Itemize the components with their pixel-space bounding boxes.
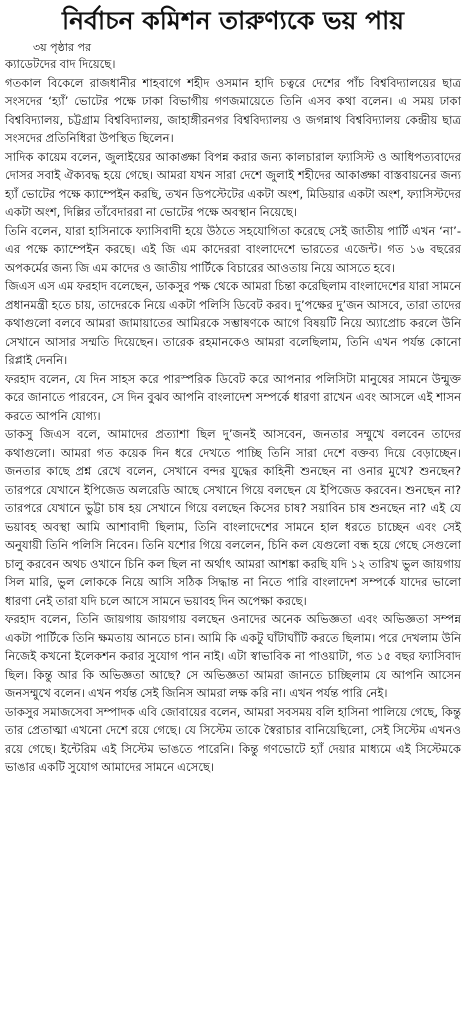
paragraph: তিনি বলেন, যারা হাসিনাকে ফ্যাসিবাদী হয়ে উঠতে সহযোগিতা করেছে সেই জাতীয় পার্টি এখন ‘না’-এর পক্ষে ক্যাম্পেইন করছে। এই জি এম কাদেররা বাংলাদেশে ভারতের এজেন্ট। গত ১৬ বছরের অপকর্মের জন্য জি এম কাদের ও জাতীয় পার্টিকে বিচারের আওতায় নিয়ে আসতে হবে। [5,223,461,275]
paragraph: জিএস এস এম ফরহাদ বলেছেন, ডাকসুর পক্ষ থেকে আমরা চিন্তা করেছিলাম বাংলাদেশের যারা সামনে প্রধানমন্ত্রী হতে চায়, তাদেরকে নিয়ে একটা পলিসি ডিবেট করব। দু’পক্ষের দু’জন আসবে, তারা তাদের কথাগুলো বলবে আমরা জামায়াতের আমিরকে সম্ভাষণকে আগে বিষয়টি নিয়ে অ্যাপ্রোচ করলে উনি সেখানে আসার সম্মতি দিয়েছেন। তারেক রহমানকেও আমরা বলেছিলাম, তিনি এখন পর্যন্ত কোনো রিপ্লাই দেননি। [5,279,461,367]
paragraph: ফরহাদ বলেন, যে দিন সাহস করে পারস্পরিক ডিবেট করে আপনার পলিসিটা মানুষের সামনে উন্মুক্ত করে জানাতে পারবেন, সে দিন বুঝব আপনি বাংলাদেশ সম্পর্কে ধারণা রাখেন এবং আসলে এই শাসন করতে আপনি যোগ্য। [5,371,461,423]
article-body [5,55,461,777]
paragraph: গতকাল বিকেলে রাজধানীর শাহবাগে শহীদ ওসমান হাদি চত্বরে দেশের পাঁচ বিশ্ববিদ্যালয়ের ছাত্র সংসদের ‘হ্যাঁ’ ভোটের পক্ষে ঢাকা বিভাগীয় গণজমায়েতে তিনি এসব কথা বলেন। এ সময় ঢাকা বিশ্ববিদ্যালয়, চট্টগ্রাম বিশ্ববিদ্যালয়, জাহাঙ্গীরনগর বিশ্ববিদ্যালয় ও জগন্নাথ বিশ্ববিদ্যালয় কেন্দ্রীয় ছাত্র সংসদের প্রতিনিধিরা উপস্থিত ছিলেন। [5,75,461,145]
paragraph: ডাকসুর সমাজসেবা সম্পাদক এবি জোবায়ের বলেন, আমরা সবসময় বলি হাসিনা পালিয়ে গেছে, কিন্তু তার প্রেতাত্মা এখনো দেশে রয়ে গেছে। যে সিস্টেম তাকে স্বৈরাচার বানিয়েছিলো, সেই সিস্টেম এখনও রয়ে গেছে। ইন্টেরিম এই সিস্টেম ভাঙতে পারেনি। কিন্তু গণভোটে হ্যাঁ দেয়ার মাধ্যমে এই সিস্টেমকে ভাঙার একটি সুযোগ আমাদের সামনে এসেছে। [5,704,461,774]
headline: নির্বাচন কমিশন তারুণ্যকে ভয় পায় [61,6,405,35]
paragraph: ক্যাডেটদের বাদ দিয়েছে। [5,57,116,71]
paragraph: সাদিক কায়েম বলেন, জুলাইয়ের আকাঙ্ক্ষা বিপন্ন করার জন্য কালচারাল ফ্যাসিস্ট ও আধিপত্যবাদের দোসর সবাই ঐক্যবদ্ধ হয়ে গেছে। আমরা যখন সারা দেশে জুলাই শহীদের আকাঙ্ক্ষা বাস্তবায়নের জন্য হ্যাঁ ভোটের পক্ষে ক্যাম্পেইন করছি, তখন ডিপস্টেটের একটা অংশ, মিডিয়ার একটা অংশ, ফ্যাসিস্টদের একটা অংশ, দিল্লির তাঁবেদাররা না ভোটের পক্ষে অবস্থান নিয়েছে। [5,149,461,219]
paragraph: ফরহাদ বলেন, তিনি জায়গায় জায়গায় বলছেন ওনাদের অনেক অভিজ্ঞতা এবং অভিজ্ঞতা সম্পন্ন একটা পার্টিকে তিনি ক্ষমতায় আনতে চান। আমি কি একটু ঘাঁটাঘাঁটি করতে ছিলাম। পরে দেখলাম উনি নিজেই কখনো ইলেকশন করার সুযোগ পান নাই। এটা স্বাভাবিক না পাওয়াটা, গত ১৫ বছর ফ্যাসিবাদ ছিল। কিন্তু আর কি অভিজ্ঞতা আছে? সে অভিজ্ঞতা আমরা জানতে চাচ্ছিলাম যে আপনি আসেন জনসম্মুখে বলেন। এখন পর্যন্ত সেই জিনিস আমরা লক্ষ করি না। এখন পর্যন্ত পারি নেই। [5,612,461,700]
continued-from-label: ৩য় পৃষ্ঠার পর [33,41,92,54]
paragraph: ডাকসু জিএস বলে, আমাদের প্রত্যাশা ছিল দু’জনই আসবেন, জনতার সম্মুখে বলবেন তাদের কথাগুলো। আমরা গত কয়েক দিন ধরে দেখতে পাচ্ছি তিনি সারা দেশে বক্তব্য দিয়ে বেড়াচ্ছেন। জনতার কাছে প্রশ্ন রেখে বলেন, সেখানে বন্দর যুদ্ধের কাহিনী শুনছেন না ওনার মুখে? শুনছেন? তারপরে যেখানে ইপিজেড অলরেডি আছে সেখানে গিয়ে বলছেন যে ইপিজেড করবেন। শুনছেন না? তারপরে যেখানে ভুট্টা চাষ হয় সেখানে গিয়ে বলছেন কিসের চাষ? সয়াবিন চাষ শুনছেন না? এই যে ভয়াবহ অবস্থা আমি আশাবাদী ছিলাম, তিনি বাংলাদেশের সামনে হাল ধরতে চাচ্ছেন এবং সেই অনুযায়ী তিনি পলিসি নিবেন। তিনি যশোর গিয়ে বললেন, চিনি কল যেগুলো বন্ধ হয়ে গেছে সেগুলো চালু করবেন অথচ ওখানে চিনি কল ছিল না অর্থাৎ আমরা আশঙ্কা করছি যদি ১২ তারিখ ভুল জায়গায় সিল মারি, ভুল লোককে নিয়ে আসি সঠিক সিদ্ধান্ত না নিতে পারি বাংলাদেশ সম্পর্কে যাদের ভালো ধারণা নেই তারা যদি চলে আসে সামনে ভয়াবহ দিন অপেক্ষা করছে। [5,427,461,608]
